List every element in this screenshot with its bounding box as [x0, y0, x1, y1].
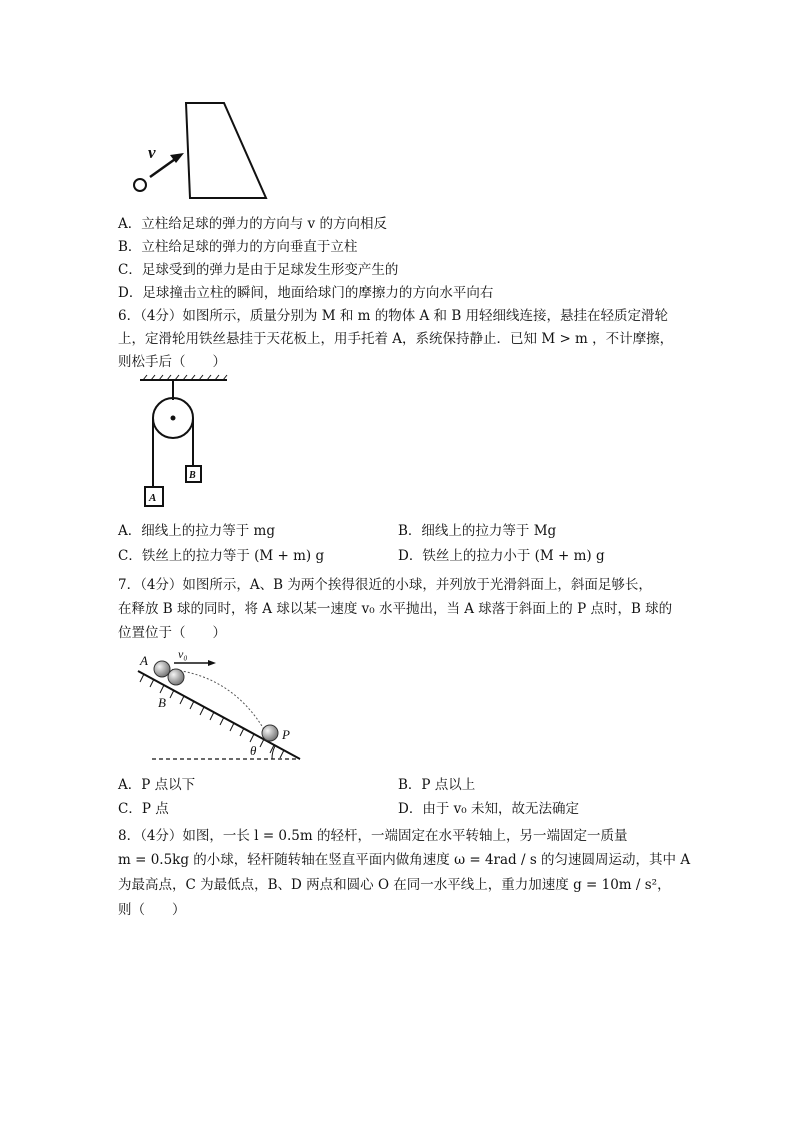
label-b: B: [158, 695, 166, 710]
q7-stem-line3: 位置位于（ ）: [118, 625, 226, 641]
block-b-label: B: [189, 470, 196, 481]
football: [134, 179, 146, 191]
pulley-axle: [171, 416, 176, 421]
q7-stem-line2: 在释放 B 球的同时，将 A 球以某一速度 v₀ 水平抛出，当 A 球落于斜面上的 P 点时，B 球的: [118, 601, 673, 617]
ball-p: [262, 725, 278, 741]
q6-stem-line1: 6．（4分）如图所示，质量分别为 M 和 m 的物体 A 和 B 用轻细线连接，悬挂在轻质定滑轮: [118, 308, 669, 324]
q5-option-a: A．立柱给足球的弹力的方向与 v 的方向相反: [118, 216, 387, 232]
incline-hatch: [140, 674, 284, 758]
q6-option-d: D．铁丝上的拉力小于 (M + m) g: [398, 548, 605, 564]
q6-stem-line3: 则松手后（ ）: [118, 354, 226, 370]
q8-stem-line2: m = 0.5kg 的小球，轻杆随转轴在竖直平面内做角速度 ω = 4rad / s 的匀速圆周运动，其中 A: [118, 852, 691, 868]
q7-option-d: D．由于 v₀ 未知，故无法确定: [398, 801, 579, 817]
q8-stem-line1: 8．（4分）如图，一长 l = 0.5m 的轻杆，一端固定在水平转轴上，另一端固定一质量: [118, 828, 628, 844]
pulley-figure: [135, 374, 235, 514]
block-a-label: A: [149, 492, 157, 504]
q5-option-c: C．足球受到的弹力是由于足球发生形变产生的: [118, 262, 399, 278]
q6-option-c: C．铁丝上的拉力等于 (M + m) g: [118, 548, 325, 564]
goalpost-figure: [128, 95, 278, 205]
q5-option-d: D．足球撞击立柱的瞬间，地面给球门的摩擦力的方向水平向右: [118, 285, 494, 301]
goalpost-shape: [186, 103, 266, 198]
label-theta: θ: [250, 743, 257, 758]
q6-stem-line2: 上，定滑轮用铁丝悬挂于天花板上，用手托着 A，系统保持静止．已知 M > m ，不计摩擦，: [118, 331, 674, 347]
q8-stem-line3: 为最高点，C 为最低点，B、D 两点和圆心 O 在同一水平线上，重力加速度 g = 10m / s²，: [118, 877, 671, 893]
q6-option-b: B．细线上的拉力等于 Mg: [398, 523, 557, 539]
velocity-label: v: [148, 143, 156, 162]
incline-figure: [132, 645, 312, 767]
ball-b: [168, 669, 184, 685]
q8-stem-line4: 则（ ）: [118, 902, 186, 918]
v0-arrowhead-icon: [208, 660, 216, 666]
label-v0: v₀: [178, 647, 188, 661]
q7-option-c: C．P 点: [118, 801, 169, 817]
label-p: P: [282, 727, 290, 742]
q5-option-b: B．立柱给足球的弹力的方向垂直于立柱: [118, 239, 358, 255]
ball-a: [154, 661, 170, 677]
q7-option-b: B．P 点以上: [398, 777, 476, 793]
label-a: A: [140, 653, 148, 668]
q7-option-a: A．P 点以下: [118, 777, 196, 793]
q6-option-a: A．细线上的拉力等于 mg: [118, 523, 275, 539]
q7-stem-line1: 7．（4分）如图所示，A、B 为两个挨得很近的小球，并列放于光滑斜面上，斜面足够长，: [118, 577, 652, 593]
